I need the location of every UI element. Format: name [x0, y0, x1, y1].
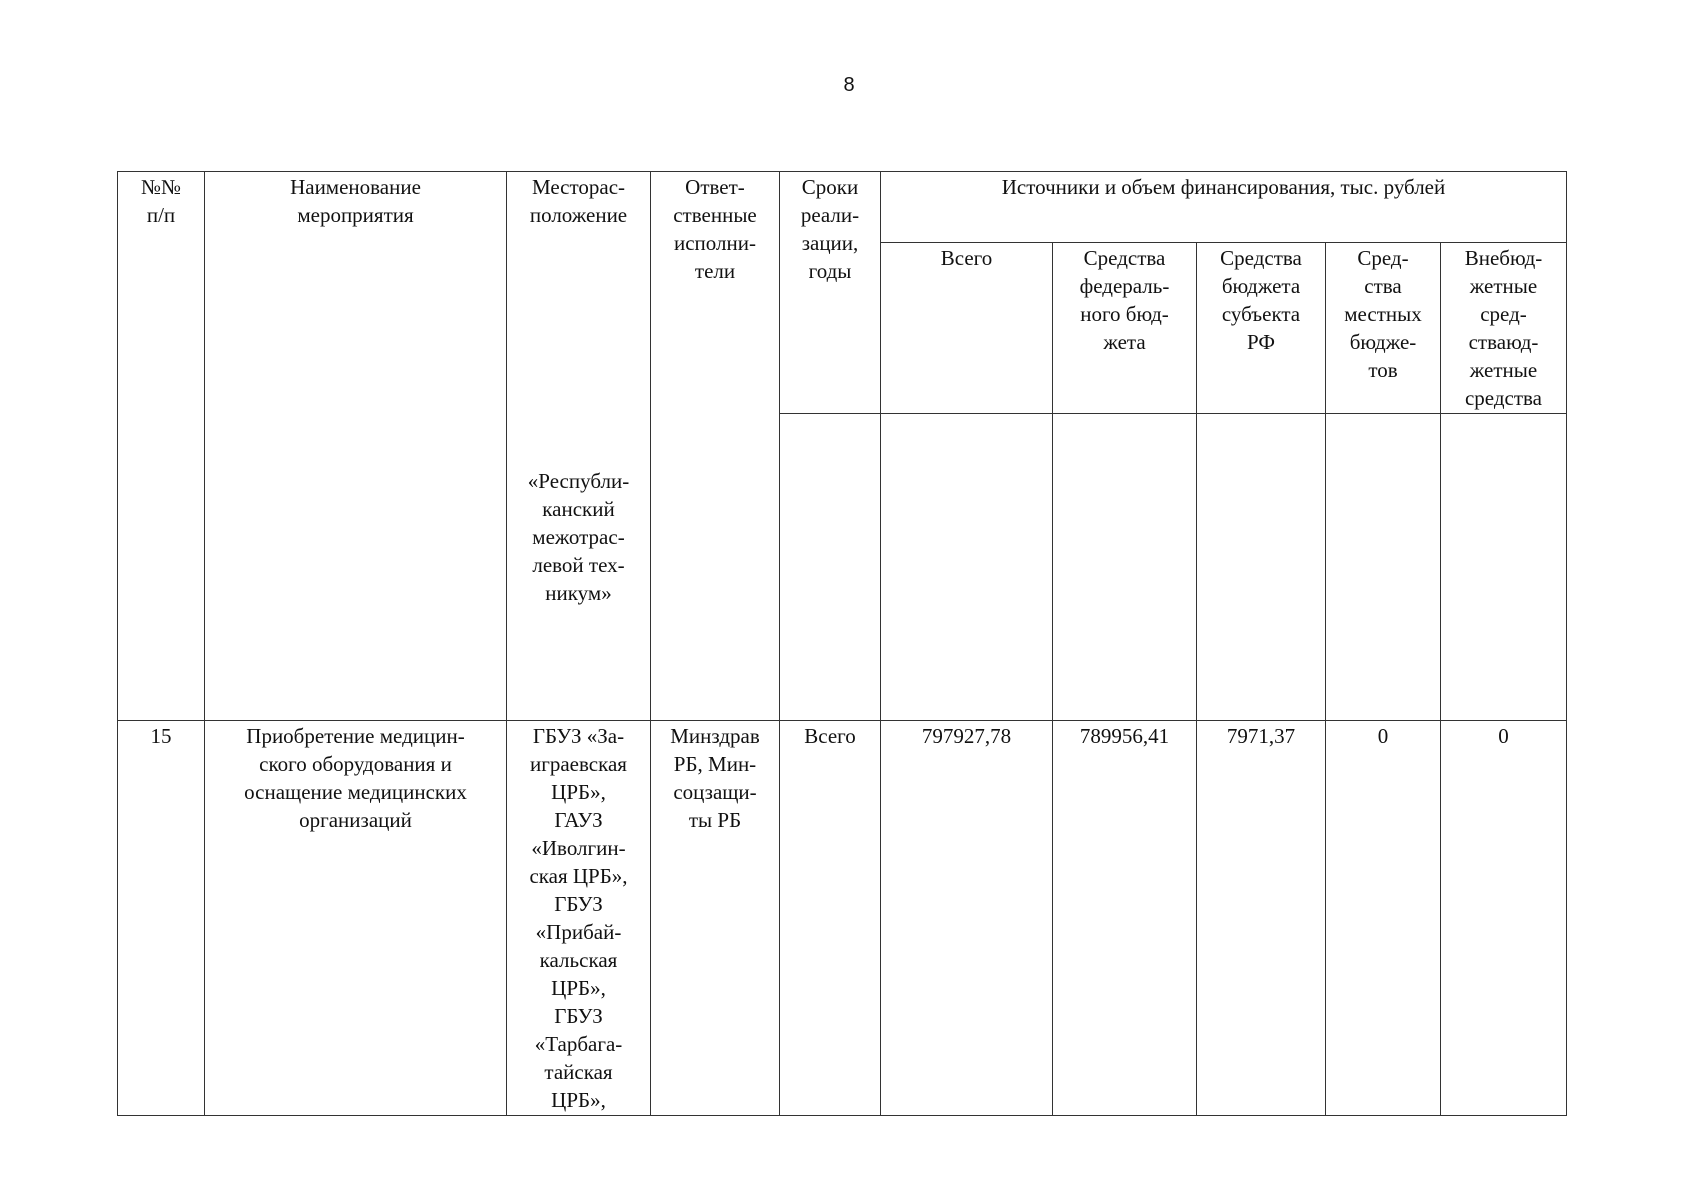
header-local — [1326, 243, 1441, 414]
header-responsible — [651, 172, 780, 721]
header-responsible-text: Ответ- ственные исполни- тели — [673, 175, 757, 283]
header-total — [881, 243, 1053, 414]
row-num-text: 15 — [150, 724, 172, 748]
row-name-text: Приобретение медицин- ского оборудования и оснащение медицинских организаций — [244, 724, 467, 832]
row-regional-text: 7971,37 — [1226, 724, 1296, 748]
header-local-text: Сред- ства местных бюдже- тов — [1344, 246, 1422, 382]
row-location-text: ГБУЗ «За- играевская ЦРБ», ГАУЗ «Иволгин- ская ЦРБ», ГБУЗ «Прибай- кальская ЦРБ», ГБУЗ «Тарбага- тайская ЦРБ», — [529, 724, 628, 1112]
header-regional — [1197, 243, 1326, 414]
header-name-text: Наименование мероприятия — [290, 175, 421, 227]
row-responsible-text: Минздрав РБ, Мин- соцзащи- ты РБ — [670, 724, 760, 832]
header-federal-text: Средства федераль- ного бюд- жета — [1079, 246, 1170, 354]
header-row — [118, 172, 1567, 243]
header-location-note: «Республи- канский межотрас- левой тех- никум» — [527, 469, 630, 605]
row-federal-text: 789956,41 — [1079, 724, 1170, 748]
header-total-text: Всего — [940, 246, 993, 270]
row-num — [118, 721, 205, 1116]
blank-cell — [1441, 414, 1567, 721]
row-name — [205, 721, 507, 1116]
row-extra — [1441, 721, 1567, 1116]
header-financing — [881, 172, 1567, 243]
row-total — [881, 721, 1053, 1116]
header-location — [507, 172, 651, 721]
row-regional — [1197, 721, 1326, 1116]
header-terms-text: Сроки реали- зации, годы — [800, 175, 860, 283]
header-terms — [780, 172, 881, 414]
blank-cell — [1326, 414, 1441, 721]
row-local — [1326, 721, 1441, 1116]
table-row — [118, 721, 1567, 1116]
blank-cell — [881, 414, 1053, 721]
blank-cell — [1053, 414, 1197, 721]
row-responsible — [651, 721, 780, 1116]
page-number: 8 — [843, 74, 855, 96]
header-regional-text: Средства бюджета субъекта РФ — [1220, 246, 1302, 354]
header-location-text: Месторас- положение — [529, 175, 628, 227]
header-extra — [1441, 243, 1567, 414]
header-num-text: №№ п/п — [140, 175, 182, 227]
row-federal — [1053, 721, 1197, 1116]
row-location — [507, 721, 651, 1116]
header-federal — [1053, 243, 1197, 414]
row-local-text: 0 — [1377, 724, 1389, 748]
financing-table — [117, 171, 1567, 1116]
blank-cell — [780, 414, 881, 721]
header-extra-text: Внебюд- жетные сред- стваюд- жетные средства — [1464, 246, 1543, 410]
header-financing-text: Источники и объем финансирования, тыс. рублей — [1001, 175, 1446, 199]
header-num — [118, 172, 205, 721]
row-extra-text: 0 — [1498, 724, 1509, 748]
header-name — [205, 172, 507, 721]
row-terms-text: Всего — [804, 724, 856, 748]
row-terms — [780, 721, 881, 1116]
row-total-text: 797927,78 — [921, 724, 1012, 748]
blank-cell — [1197, 414, 1326, 721]
